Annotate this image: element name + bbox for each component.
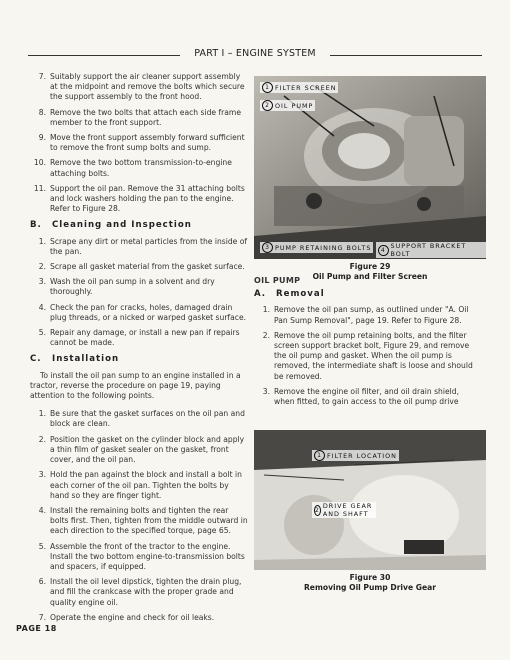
figure-30-photo xyxy=(254,430,486,570)
callout-oil-pump: 2 OIL PUMP xyxy=(260,100,315,111)
list-item: 2. Scrape all gasket material from the gasket surface. xyxy=(38,262,245,272)
header-rule-left xyxy=(28,55,180,56)
section-heading-removal: A. Removal xyxy=(254,289,325,300)
header-rule-right xyxy=(330,55,482,56)
right-column xyxy=(254,274,480,412)
installation-intro: To install the oil pan sump to an engine installed in a tractor, reverse the procedure on page 19, paying attention to the following points. xyxy=(30,370,241,401)
list-item: 1. Remove the oil pan sump, as outlined under "A. Oil Pan Sump Removal", page 19. Refer to Figure 28. xyxy=(262,305,469,325)
list-item: 3. Remove the engine oil filter, and oil drain shield, when fitted, to gain access to the oil pump drive xyxy=(262,386,459,407)
list-item: 11. Support the oil pan. Remove the 31 attaching bolts and lock washers holding the pan to the engine. Refer to Figure 28. xyxy=(33,183,245,214)
list-item: 6. Install the oil level dipstick, tighten the drain plug, and fill the crankcase with the proper grade and quality engine oil. xyxy=(38,577,242,607)
callout-support-bracket-bolt: 4 SUPPORT BRACKET BOLT xyxy=(376,242,486,258)
removal-steps-continued xyxy=(30,72,248,214)
section-heading-installation: C. Installation xyxy=(30,354,120,365)
callout-drive-gear-shaft: 2 DRIVE GEAR AND SHAFT xyxy=(312,502,376,518)
list-item: 2. Position the gasket on the cylinder block and apply a thin film of gasket sealer on the gasket, front cover, and the oil pan. xyxy=(38,434,245,465)
list-item: 10. Remove the two bottom transmission-to-engine attaching bolts. xyxy=(33,158,232,178)
left-column xyxy=(30,72,248,628)
figure-30-title: Figure 30 xyxy=(349,573,391,582)
list-item: 4. Install the remaining bolts and tighten the rear bolts first. Then, tighten from the middle outward in each direction to the specified torque, page 65. xyxy=(38,505,248,536)
figure-29-title: Figure 29 xyxy=(349,262,391,271)
list-item: 5. Repair any damage, or install a new pan if repairs cannot be made. xyxy=(38,328,240,348)
page-number: PAGE 18 xyxy=(16,624,57,633)
list-item: 3. Wash the oil pan sump in a solvent and dry thoroughly. xyxy=(38,277,215,297)
list-item: 1. Be sure that the gasket surfaces on the oil pan and block are clean. xyxy=(38,409,245,429)
list-item: 4. Check the pan for cracks, holes, damaged drain plug threads, or a nicked or warped gasket surface. xyxy=(38,302,247,322)
callout-pump-retaining-bolts: 3 PUMP RETAINING BOLTS xyxy=(260,242,373,253)
section-heading-cleaning: B. Cleaning and Inspection xyxy=(30,220,192,231)
figure-29-text: Oil Pump and Filter Screen xyxy=(312,271,428,281)
cleaning-steps xyxy=(30,237,248,349)
oil-pump-heading: OIL PUMP xyxy=(254,276,301,285)
list-item: 5. Assemble the front of the tractor to the engine. Install the two bottom engine-to-transmission bolts and spacers, if equipped. xyxy=(38,541,245,571)
list-item: 8. Remove the two bolts that attach each side frame member to the front support. xyxy=(38,107,241,127)
figure-30-caption xyxy=(254,573,486,592)
page-header xyxy=(28,48,482,62)
list-item: 2. Remove the oil pump retaining bolts, and the filter screen support bracket bolt, Figure 29, and remove the oil pump and gasket. When the oil pump is removed, the intermediate shaft is loose and should be removed. xyxy=(262,330,473,381)
list-item: 3. Hold the pan against the block and install a bolt in each corner of the oil pan. Tighten the bolts by hand so they are finger tight. xyxy=(38,470,242,500)
list-item: 1. Scrape any dirt or metal particles from the inside of the pan. xyxy=(38,236,248,256)
list-item: 7. Suitably support the air cleaner support assembly at the midpoint and remove the bolts which secure the support assembly to the front hood. xyxy=(38,72,245,102)
list-item: 9. Move the front support assembly forward sufficient to remove the front sump bolts and sump. xyxy=(38,133,245,153)
list-item: 7. Operate the engine and check for oil leaks. xyxy=(38,612,215,622)
header-title: PART I – ENGINE SYSTEM xyxy=(194,48,316,59)
installation-steps xyxy=(30,409,248,623)
figure-29-photo xyxy=(254,76,486,259)
callout-filter-location: 1 FILTER LOCATION xyxy=(312,450,399,461)
figure-30-text: Removing Oil Pump Drive Gear xyxy=(303,582,437,592)
callout-filter-screen: 1 FILTER SCREEN xyxy=(260,82,338,93)
